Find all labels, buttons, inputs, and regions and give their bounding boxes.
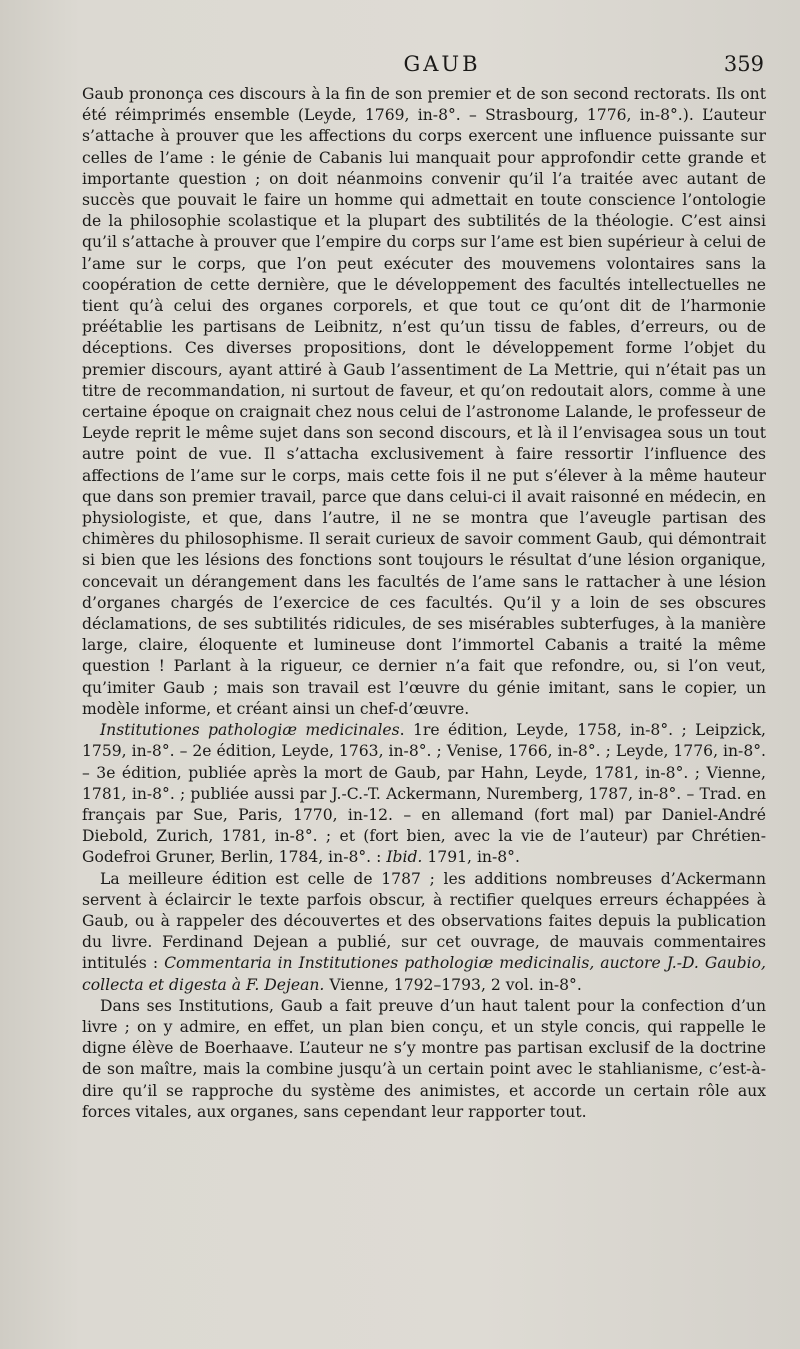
- page-header: [82, 52, 766, 84]
- ibid-abbrev: Ibid.: [386, 848, 423, 867]
- paragraph-best-edition: [82, 869, 766, 996]
- paragraph-segment: Vienne, 1792–1793, 2 vol. in-8°.: [324, 975, 582, 994]
- paragraph-segment: Gaub prononça ces discours à la fin de son premier et de son second rectorats. Ils ont été réimprimés ensemble (Leyde, 1769, in-8°. – Strasbourg, 1776, in-8°.). L’auteur s’attache à prouver que les affections du corps exercent une influence puissante sur celles de l’ame : le génie de Cabanis lui manquait pour approfondir cette grande et importante question ; on doit néanmoins convenir qu’il l’a traitée avec autant de succès que pouvait le faire un homme qui admettait en toute conscience l’ontologie de la philosophie scolastique et la plupart des subtilités de la théologie. C’est ainsi qu’il s’attache à prouver que l’empire du corps sur l’ame est bien supérieur à celui de l’ame sur le corps, que l’on peut exécuter des mouvemens volontaires sans la coopération de cette dernière, que le développement des facultés intellectuelles ne tient qu’à celui des organes corporels, et que tout ce qu’ont dit de l’harmonie préétablie les partisans de Leibnitz, n’est qu’un tissu de fables, d’erreurs, ou de déceptions. Ces diverses propositions, dont le développement forme l’objet du premier discours, ayant attiré à Gaub l’assentiment de La Mettrie, qui n’était pas un titre de recommandation, ni surtout de faveur, et qu’on redoutait alors, comme à une certaine époque on craignait chez nous celui de l’astronome Lalande, le professeur de Leyde reprit le même sujet dans son second discours, et là il l’envisagea sous un tout autre point de vue. Il s’attacha exclusivement à faire ressortir l’influence des affections de l’ame sur le corps, mais cette fois il ne put s’élever à la même hauteur que dans son premier travail, parce que dans celui-ci il avait raisonné en médecin, en physiologiste, et que, dans l’autre, il ne se montra que l’aveugle partisan des chimères du philosophisme. Il serait curieux de savoir comment Gaub, qui démontrait si bien que les lésions des fonctions sont toujours le résultat d’une lésion organique, concevait un dérangement dans les facultés de l’ame sans le rattacher à une lésion d’organes chargés de l’exercice de ces facultés. Qu’il y a loin de ses obscures déclamations, de ses subtilités ridicules, de ses misérables subterfuges, à la manière large, claire, éloquente et lumineuse dont l’immortel Cabanis a traité la même question ! Parlant à la rigueur, ce dernier n’a fait que refondre, ou, si l’on veut, qu’imiter Gaub ; mais son travail est l’œuvre du génie imitant, sans le copier, un modèle informe, et créant ainsi un chef-d’œuvre.: [82, 85, 766, 718]
- paragraph-discours: [82, 84, 766, 720]
- paragraph-segment: . 1re édition, Leyde, 1758, in-8°. ; Leipzick, 1759, in-8°. – 2e édition, Leyde, 1763, in-8°. ; Venise, 1766, in-8°. ; Leyde, 1776, in-8°. – 3e édition, publiée après la mort de Gaub, par Hahn, Leyde, 1781, in-8°. ; Vienne, 1781, in-8°. ; publiée aussi par J.-C.-T. Ackermann, Nuremberg, 1787, in-8°. – Trad. en français par Sue, Paris, 1770, in-12. – en allemand (fort mal) par Daniel-André Diebold, Zurich, 1781, in-8°. ; et (fort bien, avec la vie de l’auteur) par Chrétien-Godefroi Gruner, Berlin, 1784, in-8°. :: [82, 721, 766, 867]
- running-title: GAUB: [403, 52, 481, 76]
- paragraph-segment: 1791, in-8°.: [422, 848, 520, 867]
- paragraph-institutiones-editions: [82, 720, 766, 868]
- paragraph-institutions-assessment: [82, 996, 766, 1123]
- body-text: [82, 84, 766, 1123]
- page-number: 359: [723, 52, 764, 76]
- paragraph-segment: La meilleure édition est celle de 1787 ; les additions nombreuses d’Ackermann servent à éclaircir le texte parfois obscur, à rectifier quelques erreurs échappées à Gaub, ou à rappeler des découvertes et des observations faites depuis la publication du livre. Ferdinand Dejean a publié, sur cet ouvrage, de mauvais commentaires intitulés :: [82, 869, 766, 973]
- paragraph-segment: Dans ses Institutions, Gaub a fait preuve d’un haut talent pour la confection d’un livre ; on y admire, en effet, un plan bien conçu, et un style concis, qui rappelle le digne élève de Boerhaave. L’auteur ne s’y montre pas partisan exclusif de la doctrine de son maître, mais la combine jusqu’à un certain point avec le stahlianisme, c’est-à-dire qu’il se rapproche du système des animistes, et accorde un certain rôle aux forces vitales, aux organes, sans cependant leur rapporter tout.: [82, 996, 766, 1121]
- commentaria-title: Commentaria in Institutiones pathologiæ medicinalis, auctore J.-D. Gaubio, collecta et digesta à F. Dejean.: [82, 954, 766, 994]
- work-title: Institutiones pathologiæ medicinales: [100, 721, 400, 740]
